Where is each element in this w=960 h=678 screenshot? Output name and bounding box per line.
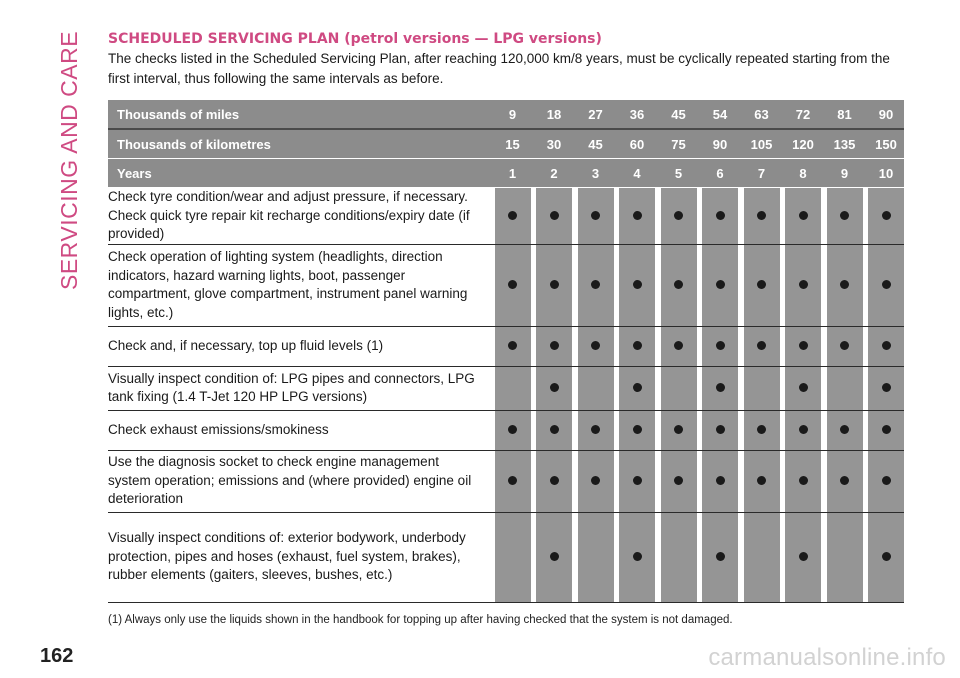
check-row xyxy=(108,244,904,326)
interval-cell xyxy=(619,450,655,512)
interval-cell xyxy=(619,366,655,410)
header-value: 9 xyxy=(827,159,863,188)
interval-cell xyxy=(495,512,531,602)
interval-cell xyxy=(495,244,531,326)
interval-cell xyxy=(744,366,780,410)
interval-cell xyxy=(868,450,904,512)
header-value: 135 xyxy=(827,129,863,159)
header-value: 18 xyxy=(536,100,572,129)
header-value: 90 xyxy=(868,100,904,129)
check-dot-icon xyxy=(757,211,766,220)
check-description: Check operation of lighting system (headlights, direction indicators, hazard warning lights, boot, passenger compartment, glove compartment, instrument panel warning lights, etc.) xyxy=(108,244,489,326)
interval-cell xyxy=(702,244,738,326)
header-value: 90 xyxy=(702,129,738,159)
check-dot-icon xyxy=(591,341,600,350)
check-dot-icon xyxy=(882,280,891,289)
check-dot-icon xyxy=(674,476,683,485)
check-dot-icon xyxy=(716,552,725,561)
header-value: 1 xyxy=(495,159,531,188)
header-value: 5 xyxy=(661,159,697,188)
check-description: Check exhaust emissions/smokiness xyxy=(108,410,489,450)
interval-cell xyxy=(785,450,821,512)
check-dot-icon xyxy=(799,211,808,220)
header-value: 45 xyxy=(578,129,614,159)
check-dot-icon xyxy=(633,476,642,485)
interval-cell xyxy=(827,512,863,602)
check-dot-icon xyxy=(799,425,808,434)
check-dot-icon xyxy=(550,341,559,350)
interval-cell xyxy=(578,410,614,450)
check-dot-icon xyxy=(882,341,891,350)
header-value: 72 xyxy=(785,100,821,129)
interval-cell xyxy=(702,450,738,512)
header-value: 7 xyxy=(744,159,780,188)
check-description: Check and, if necessary, top up fluid levels (1) xyxy=(108,326,489,366)
header-value: 75 xyxy=(661,129,697,159)
check-dot-icon xyxy=(757,476,766,485)
interval-cell xyxy=(868,410,904,450)
check-dot-icon xyxy=(757,341,766,350)
interval-cell xyxy=(868,326,904,366)
check-dot-icon xyxy=(840,211,849,220)
interval-cell xyxy=(495,326,531,366)
check-dot-icon xyxy=(591,211,600,220)
check-dot-icon xyxy=(591,476,600,485)
check-dot-icon xyxy=(633,425,642,434)
interval-cell xyxy=(661,410,697,450)
check-description: Visually inspect conditions of: exterior bodywork, underbody protection, pipes and hoses (exhaust, fuel system, brakes), rubber elements (gaiters, sleeves, bushes, etc.) xyxy=(108,512,489,602)
interval-cell xyxy=(619,244,655,326)
interval-cell xyxy=(744,410,780,450)
header-value: 54 xyxy=(702,100,738,129)
check-dot-icon xyxy=(799,476,808,485)
interval-cell xyxy=(661,512,697,602)
check-dot-icon xyxy=(716,425,725,434)
check-dot-icon xyxy=(882,552,891,561)
check-dot-icon xyxy=(799,341,808,350)
check-row xyxy=(108,366,904,410)
header-value: 2 xyxy=(536,159,572,188)
intro-paragraph: The checks listed in the Scheduled Servicing Plan, after reaching 120,000 km/8 years, must be cyclically repeated starting from the first interval, thus following the same intervals as before. xyxy=(108,51,890,86)
interval-cell xyxy=(868,512,904,602)
check-dot-icon xyxy=(674,425,683,434)
header-value: 10 xyxy=(868,159,904,188)
interval-cell xyxy=(536,512,572,602)
check-dot-icon xyxy=(508,476,517,485)
section-side-title: SERVICING AND CARE xyxy=(56,30,82,290)
interval-cell xyxy=(578,244,614,326)
check-dot-icon xyxy=(716,211,725,220)
footnote: (1) Always only use the liquids shown in the handbook for topping up after having checked that the system is not damaged. xyxy=(108,614,733,626)
check-dot-icon xyxy=(882,211,891,220)
interval-cell xyxy=(619,188,655,245)
interval-cell xyxy=(785,188,821,245)
check-dot-icon xyxy=(757,280,766,289)
header-label: Thousands of miles xyxy=(108,100,489,129)
check-row xyxy=(108,450,904,512)
check-dot-icon xyxy=(550,383,559,392)
page-number: 162 xyxy=(40,645,74,667)
interval-cell xyxy=(578,366,614,410)
interval-cell xyxy=(495,366,531,410)
interval-cell xyxy=(827,188,863,245)
interval-cell xyxy=(495,410,531,450)
check-dot-icon xyxy=(840,425,849,434)
interval-cell xyxy=(661,188,697,245)
interval-cell xyxy=(619,326,655,366)
header-label: Years xyxy=(108,159,489,188)
interval-cell xyxy=(744,326,780,366)
interval-cell xyxy=(661,366,697,410)
interval-cell xyxy=(744,450,780,512)
check-dot-icon xyxy=(882,383,891,392)
watermark: carmanualsonline.info xyxy=(708,644,946,671)
check-description: Check tyre condition/wear and adjust pressure, if necessary. Check quick tyre repair kit recharge conditions/expiry date (if provided) xyxy=(108,188,489,245)
interval-cell xyxy=(785,410,821,450)
header-value: 36 xyxy=(619,100,655,129)
servicing-plan-table xyxy=(108,100,904,603)
check-dot-icon xyxy=(840,341,849,350)
header-value: 9 xyxy=(495,100,531,129)
interval-cell xyxy=(536,366,572,410)
header-value: 3 xyxy=(578,159,614,188)
check-row xyxy=(108,512,904,602)
check-dot-icon xyxy=(757,425,766,434)
interval-cell xyxy=(536,326,572,366)
check-dot-icon xyxy=(591,280,600,289)
interval-cell xyxy=(661,326,697,366)
check-dot-icon xyxy=(550,476,559,485)
interval-cell xyxy=(785,244,821,326)
header-value: 6 xyxy=(702,159,738,188)
header-row-kilometres xyxy=(108,129,904,159)
check-dot-icon xyxy=(591,425,600,434)
check-dot-icon xyxy=(882,425,891,434)
check-dot-icon xyxy=(633,552,642,561)
interval-cell xyxy=(702,188,738,245)
header-value: 4 xyxy=(619,159,655,188)
interval-cell xyxy=(661,450,697,512)
check-dot-icon xyxy=(508,425,517,434)
interval-cell xyxy=(702,366,738,410)
interval-cell xyxy=(702,410,738,450)
header-value: 81 xyxy=(827,100,863,129)
interval-cell xyxy=(578,450,614,512)
interval-cell xyxy=(536,410,572,450)
interval-cell xyxy=(495,188,531,245)
interval-cell xyxy=(744,512,780,602)
header-row-years xyxy=(108,159,904,188)
interval-cell xyxy=(868,366,904,410)
section-heading: SCHEDULED SERVICING PLAN (petrol versions — LPG versions) xyxy=(108,31,602,47)
interval-cell xyxy=(661,244,697,326)
check-dot-icon xyxy=(799,280,808,289)
interval-cell xyxy=(536,188,572,245)
header-value: 105 xyxy=(744,129,780,159)
check-row xyxy=(108,410,904,450)
interval-cell xyxy=(827,326,863,366)
check-dot-icon xyxy=(633,341,642,350)
interval-cell xyxy=(827,244,863,326)
check-row xyxy=(108,326,904,366)
check-dot-icon xyxy=(550,552,559,561)
interval-cell xyxy=(536,450,572,512)
header-value: 63 xyxy=(744,100,780,129)
interval-cell xyxy=(785,512,821,602)
header-value: 27 xyxy=(578,100,614,129)
interval-cell xyxy=(827,450,863,512)
header-value: 15 xyxy=(495,129,531,159)
header-value: 8 xyxy=(785,159,821,188)
check-dot-icon xyxy=(716,341,725,350)
check-dot-icon xyxy=(550,211,559,220)
check-dot-icon xyxy=(674,341,683,350)
interval-cell xyxy=(744,188,780,245)
check-dot-icon xyxy=(799,383,808,392)
check-dot-icon xyxy=(508,211,517,220)
check-dot-icon xyxy=(508,280,517,289)
interval-cell xyxy=(536,244,572,326)
check-dot-icon xyxy=(633,280,642,289)
header-value: 60 xyxy=(619,129,655,159)
header-label: Thousands of kilometres xyxy=(108,129,489,159)
interval-cell xyxy=(619,512,655,602)
interval-cell xyxy=(868,244,904,326)
check-description: Visually inspect condition of: LPG pipes and connectors, LPG tank fixing (1.4 T-Jet 120 HP LPG versions) xyxy=(108,366,489,410)
check-row xyxy=(108,188,904,245)
check-dot-icon xyxy=(840,476,849,485)
check-dot-icon xyxy=(716,476,725,485)
interval-cell xyxy=(868,188,904,245)
check-dot-icon xyxy=(674,280,683,289)
check-dot-icon xyxy=(716,383,725,392)
interval-cell xyxy=(827,410,863,450)
interval-cell xyxy=(495,450,531,512)
interval-cell xyxy=(827,366,863,410)
header-value: 30 xyxy=(536,129,572,159)
interval-cell xyxy=(578,326,614,366)
header-row-miles xyxy=(108,100,904,129)
interval-cell xyxy=(744,244,780,326)
interval-cell xyxy=(578,512,614,602)
header-value: 150 xyxy=(868,129,904,159)
check-dot-icon xyxy=(550,425,559,434)
check-dot-icon xyxy=(550,280,559,289)
check-dot-icon xyxy=(633,383,642,392)
check-dot-icon xyxy=(716,280,725,289)
interval-cell xyxy=(578,188,614,245)
check-dot-icon xyxy=(840,280,849,289)
check-dot-icon xyxy=(882,476,891,485)
interval-cell xyxy=(702,326,738,366)
header-value: 120 xyxy=(785,129,821,159)
interval-cell xyxy=(702,512,738,602)
interval-cell xyxy=(619,410,655,450)
check-dot-icon xyxy=(674,211,683,220)
check-dot-icon xyxy=(633,211,642,220)
check-dot-icon xyxy=(508,341,517,350)
check-dot-icon xyxy=(799,552,808,561)
interval-cell xyxy=(785,326,821,366)
interval-cell xyxy=(785,366,821,410)
check-description: Use the diagnosis socket to check engine management system operation; emissions and (where provided) engine oil deterioration xyxy=(108,450,489,512)
header-value: 45 xyxy=(661,100,697,129)
